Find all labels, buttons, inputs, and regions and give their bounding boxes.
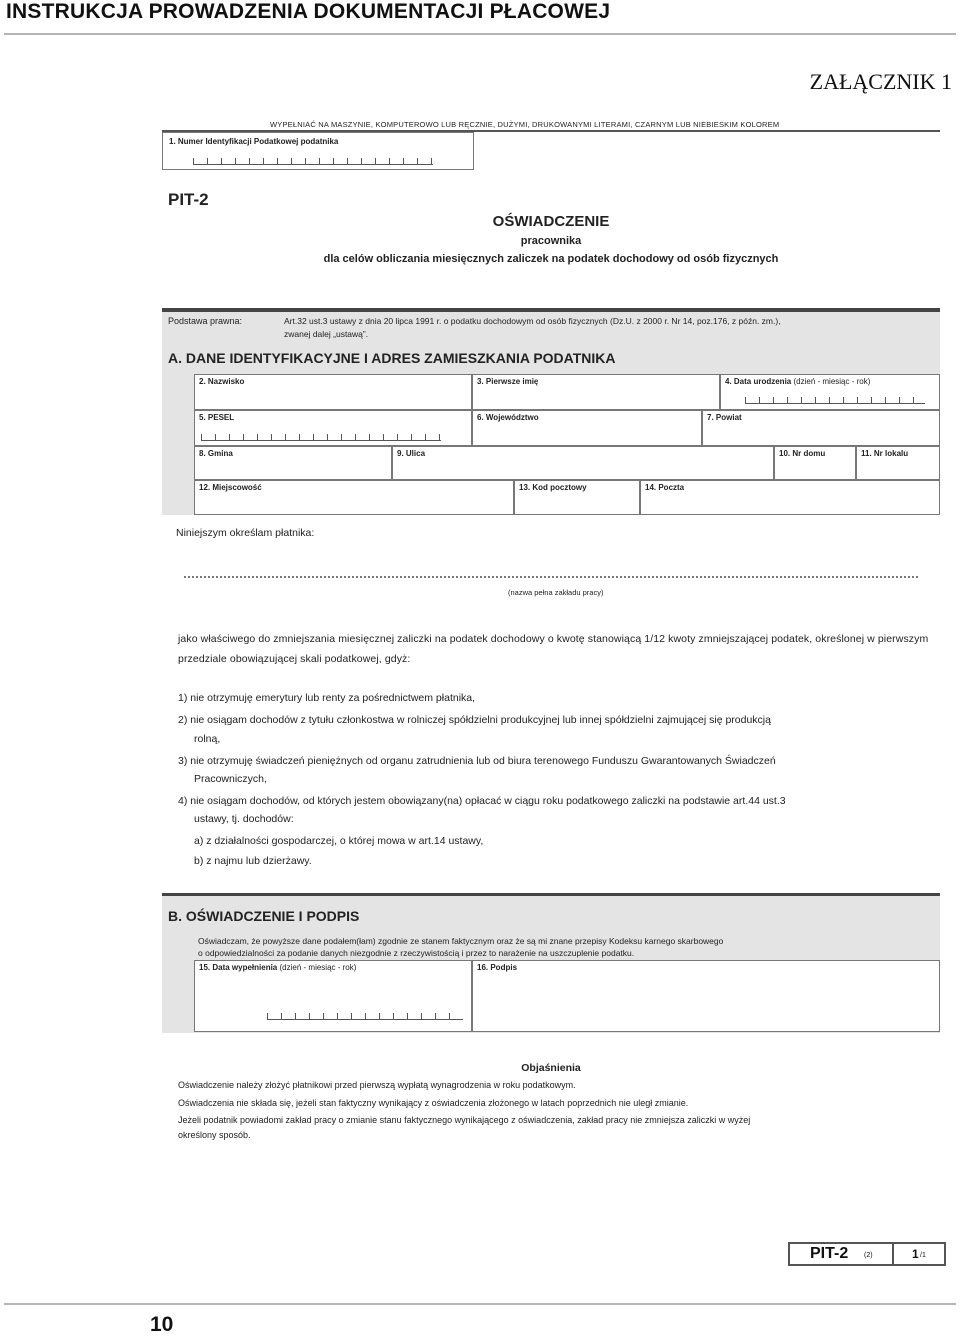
footer-form-version: (2) <box>864 1252 873 1259</box>
payer-name-line[interactable] <box>184 576 918 578</box>
field-voivodeship-label: 6. Województwo <box>477 413 539 422</box>
field-birth-date-hint: (dzień - miesiąc - rok) <box>793 377 871 386</box>
field-house-no[interactable] <box>774 446 856 480</box>
form-code: PIT-2 <box>168 190 209 209</box>
explanation-4: określony sposób. <box>178 1130 251 1140</box>
section-a-title: A. DANE IDENTYFIKACYJNE I ADRES ZAMIESZKANIA PODATNIKA <box>168 350 616 366</box>
section-a <box>162 350 940 515</box>
field-flat-no[interactable] <box>856 446 940 480</box>
field-county-label: 7. Powiat <box>707 413 742 422</box>
legal-text-2: zwanej dalej „ustawą”. <box>284 329 369 339</box>
field-pesel-label: 5. PESEL <box>199 413 235 422</box>
item-4b: ustawy, tj. dochodów: <box>194 813 294 825</box>
header-rule <box>4 33 956 35</box>
field-post-office[interactable] <box>640 480 940 515</box>
birth-date-cells <box>745 397 925 404</box>
statement-text: jako właściwego do zmniejszania miesięcznej zaliczki na podatek dochodowy o kwotę stanowiącą 1/12 kwoty zmniejszającej podatek, określonej w pierwszym przedziale obowiązującej skali podatkowej, gdyż: <box>178 633 929 665</box>
item-4a: 4) nie osiągam dochodów, od których jestem obowiązany(na) opłacać w ciągu roku podatkowego zaliczki na podstawie art.44 ust.3 <box>178 795 786 807</box>
field-first-name-label: 3. Pierwsze imię <box>477 377 539 386</box>
declaration-line-1: Oświadczam, że powyższe dane podałem(łam) zgodnie ze stanem faktycznym oraz że są mi znane przepisy Kodeksu karnego skarbowego <box>198 936 724 946</box>
item-3b: Pracowniczych, <box>194 773 267 785</box>
fill-date-cells <box>267 1013 463 1020</box>
field-pesel[interactable] <box>194 410 472 446</box>
nip-cells <box>193 158 433 165</box>
declaration-line-2: o odpowiedzialności za podanie danych niezgodnie z rzeczywistością i przez to narażenie na uszczuplenie podatku. <box>198 948 635 958</box>
item-4d: b) z najmu lub dzierżawy. <box>194 855 312 867</box>
footer-divider <box>892 1244 894 1264</box>
footer-page: 1 <box>912 1247 919 1261</box>
form-subtitle: pracownika <box>520 235 582 247</box>
payer-intro: Niniejszym określam płatnika: <box>176 527 315 539</box>
field-fill-date-hint: (dzień - miesiąc - rok) <box>279 963 357 972</box>
explanation-3: Jeżeli podatnik powiadomi zakład pracy o zmianie stanu faktycznego wynikającego z oświadczenia, zakład pracy nie zmniejsza zaliczki w wyżej <box>178 1115 751 1125</box>
explanations-title: Objaśnienia <box>521 1062 581 1074</box>
nip-field[interactable] <box>162 132 474 170</box>
field-city-label: 12. Miejscowość <box>199 483 262 492</box>
item-2b: rolną, <box>194 733 221 745</box>
field-street[interactable] <box>392 446 774 480</box>
field-surname[interactable] <box>194 374 472 410</box>
form-title: OŚWIADCZENIE <box>492 213 610 230</box>
pit2-form-scan <box>162 118 942 1268</box>
payer-caption: (nazwa pełna zakładu pracy) <box>508 588 604 597</box>
field-voivodeship[interactable] <box>472 410 702 446</box>
footer-page-total: /1 <box>920 1252 926 1259</box>
footer-form-code: PIT-2 <box>810 1245 849 1262</box>
footer-rule <box>4 1303 956 1305</box>
annex-label: ZAŁĄCZNIK 1 <box>809 69 952 94</box>
explanation-2: Oświadczenia nie składa się, jeżeli stan faktyczny wynikający z oświadczenia złożonego w latach poprzednich nie uległ zmianie. <box>178 1098 689 1108</box>
field-first-name[interactable] <box>472 374 720 410</box>
field-signature-label: 16. Podpis <box>477 963 518 972</box>
field-postal-code-label: 13. Kod pocztowy <box>519 483 587 492</box>
page-number: 10 <box>150 1313 174 1336</box>
explanation-1: Oświadczenie należy złożyć płatnikowi przed pierwszą wypłatą wynagrodzenia w roku podatkowym. <box>178 1080 576 1090</box>
item-2a: 2) nie osiągam dochodów z tytułu członkostwa w rolniczej spółdzielni produkcyjnej lub innej spółdzielni zajmującej się produkcją <box>178 714 771 726</box>
field-birth-date[interactable] <box>720 374 940 410</box>
field-fill-date[interactable] <box>194 960 472 1032</box>
legal-text: Art.32 ust.3 ustawy z dnia 20 lipca 1991 r. o podatku dochodowym od osób fizycznych (Dz.U. z 2000 r. Nr 14, poz.176, z późn. zm.), <box>284 316 781 326</box>
field-post-office-label: 14. Poczta <box>645 483 685 492</box>
field-surname-label: 2. Nazwisko <box>199 377 245 386</box>
form-footer-box <box>788 1242 946 1266</box>
nip-label: 1. Numer Identyfikacji Podatkowej podatnika <box>169 137 339 146</box>
field-city[interactable] <box>194 480 514 515</box>
section-b-title: B. OŚWIADCZENIE I PODPIS <box>168 908 360 924</box>
item-4c: a) z działalności gospodarczej, o której mowa w art.14 ustawy, <box>194 835 484 847</box>
pesel-cells <box>201 434 441 441</box>
field-commune-label: 8. Gmina <box>199 449 233 458</box>
item-3a: 3) nie otrzymuję świadczeń pieniężnych od organu zatrudnienia lub od biura terenowego Funduszu Gwarantowanych Świadczeń <box>178 755 776 767</box>
section-b <box>162 896 940 1033</box>
field-street-label: 9. Ulica <box>397 449 426 458</box>
item-1: 1) nie otrzymuję emerytury lub renty za pośrednictwem płatnika, <box>178 692 476 704</box>
legal-basis <box>162 312 940 350</box>
field-postal-code[interactable] <box>514 480 640 515</box>
field-signature[interactable] <box>472 960 940 1032</box>
field-birth-date-label: 4. Data urodzenia <box>725 377 792 386</box>
fill-instruction: WYPEŁNIAĆ NA MASZYNIE, KOMPUTEROWO LUB RĘCZNIE, DUŻYMI, DRUKOWANYMI LITERAMI, CZARNYM LUB NIEBIESKIM KOLOREM <box>270 120 780 129</box>
field-house-no-label: 10. Nr domu <box>779 449 826 458</box>
page-header-title: INSTRUKCJA PROWADZENIA DOKUMENTACJI PŁACOWEJ <box>6 0 611 23</box>
field-county[interactable] <box>702 410 940 446</box>
legal-label: Podstawa prawna: <box>168 316 243 326</box>
field-fill-date-label: 15. Data wypełnienia <box>199 963 278 972</box>
field-commune[interactable] <box>194 446 392 480</box>
form-subtitle-2: dla celów obliczania miesięcznych zaliczek na podatek dochodowy od osób fizycznych <box>323 253 779 265</box>
field-flat-no-label: 11. Nr lokalu <box>861 449 909 458</box>
